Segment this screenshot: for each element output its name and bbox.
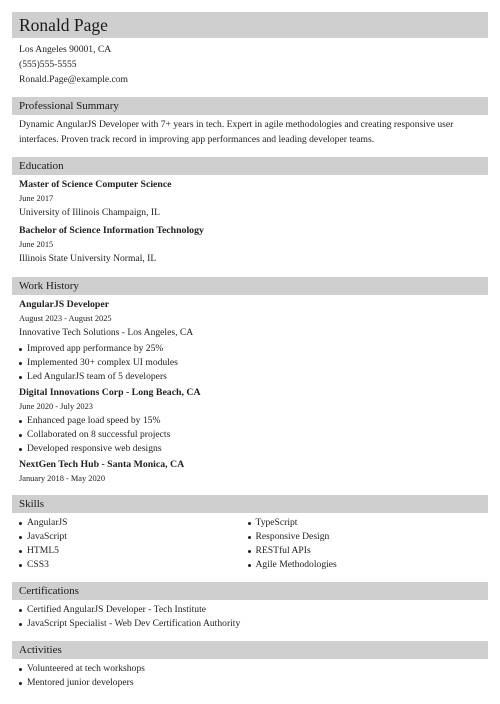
skill-item: CSS3 bbox=[19, 558, 248, 572]
education-heading: Education bbox=[12, 157, 488, 175]
job-entry bbox=[19, 298, 476, 384]
summary-heading: Professional Summary bbox=[12, 97, 488, 115]
activity-item: Mentored junior developers bbox=[19, 676, 476, 690]
job-date: August 2023 - August 2025 bbox=[19, 314, 112, 323]
skill-item: JavaScript bbox=[19, 530, 248, 544]
list-item: Developed responsive web designs bbox=[19, 442, 476, 456]
skills-heading: Skills bbox=[12, 495, 488, 513]
skills-list bbox=[12, 516, 488, 572]
work-heading: Work History bbox=[12, 277, 488, 295]
skill-item: HTML5 bbox=[19, 544, 248, 558]
skill-item: AngularJS bbox=[19, 516, 248, 530]
job-bullets bbox=[19, 342, 476, 384]
list-item: Collaborated on 8 successful projects bbox=[19, 428, 476, 442]
list-item: Led AngularJS team of 5 developers bbox=[19, 370, 476, 384]
certifications-list bbox=[12, 603, 488, 631]
job-date: January 2018 - May 2020 bbox=[19, 474, 106, 483]
skill-item: Responsive Design bbox=[248, 530, 477, 544]
education-list bbox=[12, 178, 488, 267]
job-title: Digital Innovations Corp - Long Beach, CA bbox=[19, 387, 201, 398]
certification-item: Certified AngularJS Developer - Tech Institute bbox=[19, 603, 476, 617]
contact-location: Los Angeles 90001, CA bbox=[19, 44, 112, 55]
job-entry bbox=[19, 386, 476, 456]
degree-title: Master of Science Computer Science bbox=[19, 179, 172, 190]
job-entry bbox=[19, 458, 476, 485]
job-title: AngularJS Developer bbox=[19, 299, 110, 310]
job-title: NextGen Tech Hub - Santa Monica, CA bbox=[19, 459, 185, 470]
skills-column-left bbox=[19, 516, 248, 572]
skill-item: RESTful APIs bbox=[248, 544, 477, 558]
list-item: Improved app performance by 25% bbox=[19, 342, 476, 356]
certifications-heading: Certifications bbox=[12, 582, 488, 600]
skills-column-right bbox=[248, 516, 477, 572]
activity-item: Volunteered at tech workshops bbox=[19, 662, 476, 676]
contact-phone: (555)555-5555 bbox=[19, 59, 77, 70]
education-entry bbox=[19, 224, 476, 267]
degree-title: Bachelor of Science Information Technology bbox=[19, 225, 204, 236]
job-company: Innovative Tech Solutions - Los Angeles, CA bbox=[19, 327, 194, 338]
contact-email: Ronald.Page@example.com bbox=[19, 74, 129, 85]
job-bullets bbox=[19, 414, 476, 456]
job-date: June 2020 - July 2023 bbox=[19, 402, 93, 411]
work-list bbox=[12, 298, 488, 485]
activities-list bbox=[12, 662, 488, 690]
school-name: University of Illinois Champaign, IL bbox=[19, 207, 160, 218]
school-name: Illinois State University Normal, IL bbox=[19, 253, 157, 264]
certification-item: JavaScript Specialist - Web Dev Certification Authority bbox=[19, 617, 476, 631]
education-entry bbox=[19, 178, 476, 221]
degree-date: June 2017 bbox=[19, 194, 54, 203]
candidate-name: Ronald Page bbox=[12, 12, 488, 38]
summary-text: Dynamic AngularJS Developer with 7+ years in tech. Expert in agile methodologies and creating responsive user interfaces. Proven track record in improving app performances and leading developer teams. bbox=[19, 119, 454, 145]
skill-item: Agile Methodologies bbox=[248, 558, 477, 572]
activities-heading: Activities bbox=[12, 641, 488, 659]
list-item: Enhanced page load speed by 15% bbox=[19, 414, 476, 428]
skill-item: TypeScript bbox=[248, 516, 477, 530]
degree-date: June 2015 bbox=[19, 240, 54, 249]
list-item: Implemented 30+ complex UI modules bbox=[19, 356, 476, 370]
